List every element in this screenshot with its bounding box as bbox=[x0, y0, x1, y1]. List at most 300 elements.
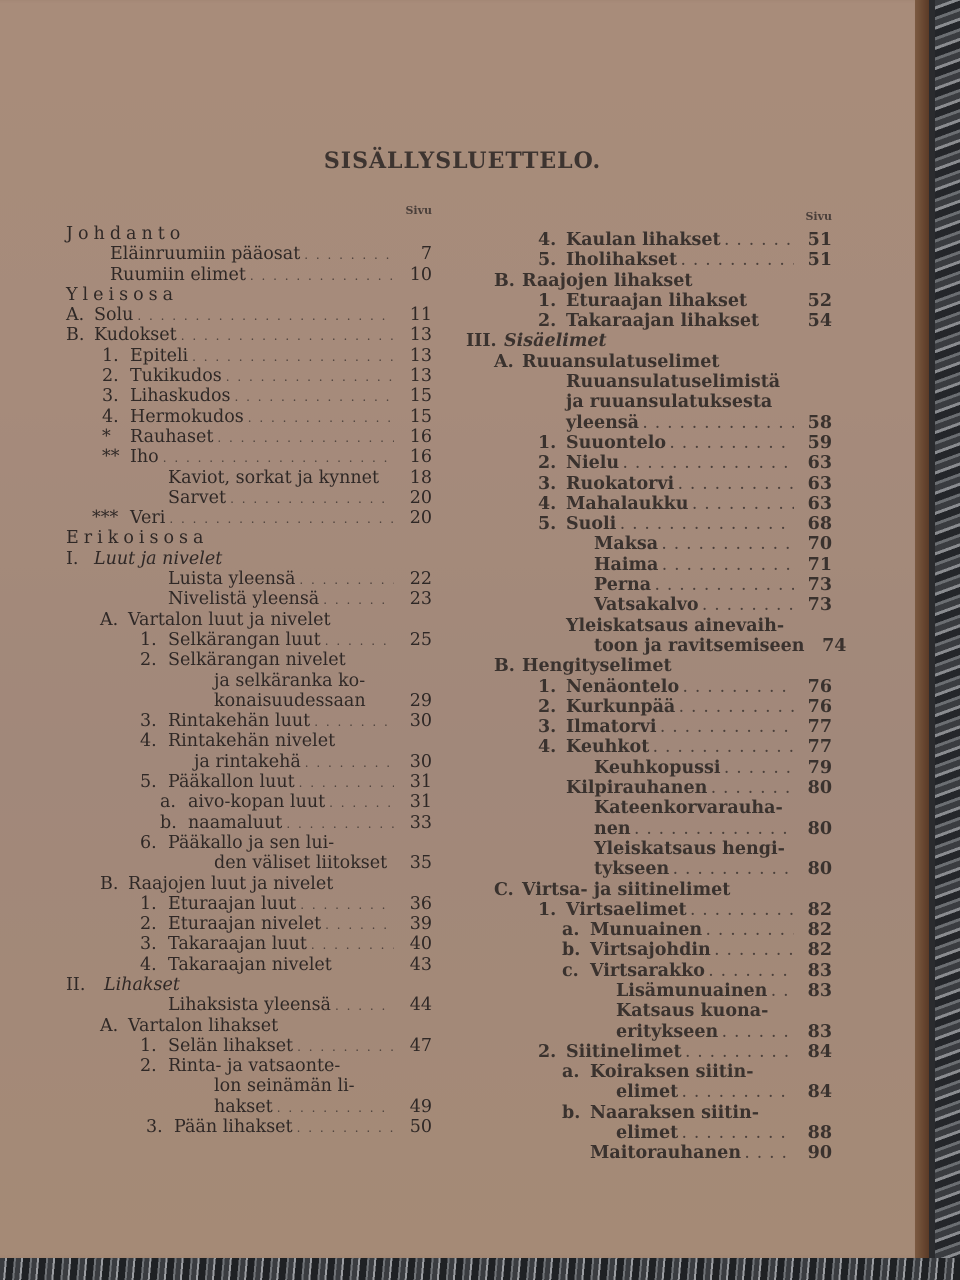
toc-entry-label: Selkärangan luut bbox=[168, 629, 321, 650]
toc-entry-label: Virtsa- ja siitinelimet bbox=[522, 879, 731, 900]
dot-leader bbox=[623, 454, 794, 474]
dot-leader bbox=[653, 738, 794, 758]
toc-entry-marker: 3. bbox=[538, 717, 557, 738]
toc-entry-marker: 3. bbox=[140, 711, 157, 732]
dot-leader bbox=[169, 509, 394, 529]
toc-entry-label: Yleiskatsaus ainevaih- bbox=[566, 615, 785, 636]
toc-entry bbox=[466, 250, 832, 270]
toc-entry-label: Ruuansulatuselimet bbox=[522, 351, 720, 372]
dot-leader bbox=[662, 556, 794, 576]
toc-entry-marker: 4. bbox=[102, 406, 119, 427]
toc-entry bbox=[466, 656, 832, 676]
dot-leader bbox=[311, 935, 394, 955]
toc-entry-marker: 1. bbox=[140, 1035, 157, 1056]
dot-leader bbox=[297, 1118, 394, 1138]
dot-leader bbox=[305, 753, 394, 773]
toc-entry-label: Suuontelo bbox=[566, 432, 667, 453]
toc-entry-page-number: 82 bbox=[807, 920, 832, 941]
toc-entry-page-number: 15 bbox=[409, 406, 432, 427]
toc-entry bbox=[66, 366, 432, 386]
toc-entry-label: Naaraksen siitin- bbox=[590, 1102, 760, 1123]
toc-entry-label: Ruokatorvi bbox=[566, 473, 675, 494]
dot-leader bbox=[725, 231, 794, 251]
toc-entry bbox=[66, 610, 432, 630]
toc-entry bbox=[466, 291, 832, 311]
toc-entry-label: ja selkäranka ko- bbox=[214, 670, 366, 691]
toc-entry-label: Virtsajohdin bbox=[590, 940, 711, 961]
toc-entry-page-number: 90 bbox=[807, 1143, 832, 1164]
toc-entry-marker: 5. bbox=[538, 514, 557, 535]
toc-entry bbox=[66, 468, 432, 488]
dot-leader bbox=[335, 996, 394, 1016]
toc-entry-page-number: 84 bbox=[807, 1082, 832, 1103]
toc-entry-label: Eturaajan luut bbox=[168, 893, 297, 914]
toc-entry-label: Keuhkot bbox=[566, 737, 650, 758]
toc-entry bbox=[466, 372, 832, 392]
toc-entry-label: Ilmatorvi bbox=[566, 717, 657, 738]
toc-entry-page-number: 20 bbox=[409, 508, 432, 529]
dot-leader bbox=[217, 428, 394, 448]
toc-entry bbox=[66, 934, 432, 954]
toc-entry-page-number: 83 bbox=[807, 960, 832, 981]
dot-leader bbox=[691, 901, 794, 921]
toc-entry-marker: 3. bbox=[140, 934, 157, 955]
toc-entry bbox=[66, 265, 432, 285]
toc-entry-page-number: 7 bbox=[420, 244, 432, 265]
toc-entry-page-number: 44 bbox=[409, 995, 432, 1016]
toc-entry bbox=[466, 1143, 832, 1163]
toc-entry bbox=[466, 453, 832, 473]
toc-entry-label: Lihaksista yleensä bbox=[168, 995, 331, 1016]
toc-entry-page-number: 35 bbox=[409, 853, 432, 874]
toc-entry-page-number: 29 bbox=[409, 690, 432, 711]
dot-leader bbox=[655, 576, 794, 596]
toc-entry-page-number: 84 bbox=[807, 1041, 832, 1062]
toc-entry bbox=[466, 778, 832, 798]
toc-entry bbox=[66, 1117, 432, 1137]
dot-leader bbox=[662, 535, 794, 555]
toc-entry-label: Virtsaelimet bbox=[566, 899, 687, 920]
dot-leader bbox=[722, 1023, 794, 1043]
toc-entry-label: Ruuansulatuselimistä bbox=[566, 372, 781, 393]
toc-entry-page-number: 40 bbox=[409, 934, 432, 955]
toc-entry-label: konaisuudessaan bbox=[214, 690, 366, 711]
dot-leader bbox=[181, 326, 394, 346]
toc-entry-marker: 2. bbox=[538, 453, 557, 474]
dot-leader bbox=[235, 387, 395, 407]
toc-entry-marker: 2. bbox=[140, 1056, 157, 1077]
toc-entry-marker: b. bbox=[160, 812, 177, 833]
toc-entry bbox=[66, 955, 432, 975]
toc-entry-marker: * bbox=[102, 426, 111, 447]
toc-entry-label: Raajojen luut ja nivelet bbox=[128, 873, 334, 894]
toc-entry-marker: a. bbox=[160, 792, 176, 813]
toc-entry bbox=[466, 534, 832, 554]
toc-entry-label: lon seinämän li- bbox=[214, 1076, 355, 1097]
toc-entry-page-number: 20 bbox=[409, 487, 432, 508]
dot-leader bbox=[248, 408, 394, 428]
toc-entry-page-number: 13 bbox=[409, 345, 432, 366]
toc-entry bbox=[466, 494, 832, 514]
toc-entry-marker: 3. bbox=[146, 1117, 163, 1138]
toc-entry-page-number: 77 bbox=[807, 717, 832, 738]
toc-entry-label: Keuhkopussi bbox=[594, 757, 721, 778]
toc-entry bbox=[66, 691, 432, 711]
toc-entry-label: Kurkunpää bbox=[566, 696, 676, 717]
toc-entry bbox=[66, 447, 432, 467]
page-column-header: Sivu bbox=[405, 204, 432, 217]
toc-entry-marker: A. bbox=[66, 305, 85, 326]
toc-entry-page-number: 88 bbox=[807, 1123, 832, 1144]
toc-entry bbox=[466, 798, 832, 818]
toc-entry-label: Yleiskatsaus hengi- bbox=[594, 838, 785, 859]
toc-entry-label: Maksa bbox=[594, 534, 659, 555]
toc-entry bbox=[66, 569, 432, 589]
page-title: SISÄLLYSLUETTELO. bbox=[323, 148, 602, 174]
toc-entry-marker: A. bbox=[100, 1015, 119, 1036]
toc-entry bbox=[66, 630, 432, 650]
toc-entry-label: Haima bbox=[594, 554, 659, 575]
toc-entry-marker: 1. bbox=[538, 290, 557, 311]
page-edge bbox=[915, 0, 929, 1258]
toc-entry-marker: c. bbox=[562, 960, 579, 981]
dot-leader bbox=[745, 1144, 794, 1164]
toc-entry-page-number: 10 bbox=[409, 264, 432, 285]
toc-entry bbox=[466, 981, 832, 1001]
toc-entry bbox=[466, 900, 832, 920]
toc-entry-label: Selkärangan nivelet bbox=[168, 650, 346, 671]
toc-entry-label: Nivelistä yleensä bbox=[168, 589, 320, 610]
toc-entry-label: Tukikudos bbox=[130, 366, 222, 387]
toc-entry bbox=[66, 488, 432, 508]
toc-entry-page-number: 70 bbox=[807, 534, 832, 555]
toc-entry-label: Pään lihakset bbox=[174, 1117, 293, 1138]
toc-entry-label: Lihaskudos bbox=[130, 386, 231, 407]
toc-entry-label: toon ja ravitsemiseen bbox=[594, 635, 805, 656]
toc-entry-page-number: 18 bbox=[409, 467, 432, 488]
toc-entry bbox=[66, 244, 432, 264]
toc-column-left bbox=[66, 204, 432, 1137]
dot-leader bbox=[329, 793, 394, 813]
toc-entry-marker: B. bbox=[494, 270, 515, 291]
toc-entry-page-number: 83 bbox=[807, 1021, 832, 1042]
toc-entry-label: Kaulan lihakset bbox=[566, 230, 721, 250]
toc-entry bbox=[466, 677, 832, 697]
toc-entry-page-number: 76 bbox=[807, 696, 832, 717]
toc-entry-page-number: 31 bbox=[409, 792, 432, 813]
toc-entry-label: Pääkallo ja sen lui- bbox=[168, 832, 335, 853]
toc-entry-label: Nenäontelo bbox=[566, 676, 680, 697]
toc-entry-marker: 4. bbox=[140, 731, 157, 752]
toc-entry bbox=[66, 650, 432, 670]
toc-entry bbox=[466, 433, 832, 453]
dot-leader bbox=[771, 982, 794, 1002]
toc-entry-marker: B. bbox=[494, 656, 515, 677]
toc-entry-label: naamaluut bbox=[188, 812, 283, 833]
toc-entry-page-number: 79 bbox=[807, 757, 832, 778]
toc-entry-label: Takaraajan nivelet bbox=[168, 954, 332, 975]
toc-entry-marker: b. bbox=[562, 940, 581, 961]
toc-entry bbox=[66, 772, 432, 792]
toc-entry bbox=[66, 1056, 432, 1076]
toc-entry-page-number: 77 bbox=[807, 737, 832, 758]
toc-entry-page-number: 49 bbox=[409, 1096, 432, 1117]
toc-entry-label: Koiraksen siitin- bbox=[590, 1062, 754, 1083]
dot-leader bbox=[679, 698, 794, 718]
toc-entry-page-number: 22 bbox=[409, 569, 432, 590]
toc-entry bbox=[66, 508, 432, 528]
toc-entry-marker: 2. bbox=[538, 1041, 557, 1062]
dot-leader bbox=[660, 718, 794, 738]
toc-entry bbox=[466, 1001, 832, 1021]
toc-entry-marker: 2. bbox=[538, 311, 557, 332]
toc-entry-marker: B. bbox=[66, 325, 85, 346]
toc-entry bbox=[466, 331, 832, 351]
dot-leader bbox=[681, 251, 794, 271]
toc-entry bbox=[66, 224, 432, 244]
dot-leader bbox=[230, 489, 394, 509]
dot-leader bbox=[299, 773, 394, 793]
dot-leader bbox=[297, 1037, 394, 1057]
toc-entry bbox=[66, 305, 432, 325]
toc-entry-label: Erikoisosa bbox=[66, 528, 209, 549]
toc-entry-marker: 2. bbox=[538, 696, 557, 717]
toc-entry-label: Johdanto bbox=[66, 224, 186, 244]
toc-entry-marker: 1. bbox=[140, 893, 157, 914]
toc-entry-label: Kaviot, sorkat ja kynnet bbox=[168, 467, 380, 488]
dot-leader bbox=[323, 590, 394, 610]
dot-leader bbox=[643, 414, 794, 434]
dot-leader bbox=[706, 921, 794, 941]
toc-entry-page-number: 63 bbox=[807, 493, 832, 514]
toc-entry bbox=[66, 894, 432, 914]
toc-entry bbox=[66, 914, 432, 934]
toc-entry-label: Eturaajan nivelet bbox=[168, 914, 322, 935]
toc-entry-label: Perna bbox=[594, 575, 652, 596]
toc-entry-marker: 5. bbox=[140, 772, 157, 793]
toc-entry-label: elimet bbox=[616, 1082, 679, 1103]
toc-entry bbox=[466, 717, 832, 737]
toc-entry-marker: 3. bbox=[102, 386, 119, 407]
toc-entry-label: Kudokset bbox=[94, 325, 177, 346]
toc-entry bbox=[66, 792, 432, 812]
page-column-header: Sivu bbox=[805, 210, 832, 223]
toc-entry-label: Yleisosa bbox=[66, 284, 179, 305]
toc-entry bbox=[466, 413, 832, 433]
toc-entry-label: Pääkallon luut bbox=[168, 772, 295, 793]
toc-entry-page-number: 82 bbox=[807, 899, 832, 920]
toc-entry bbox=[66, 528, 432, 548]
toc-entry bbox=[466, 961, 832, 981]
dot-leader bbox=[715, 941, 794, 961]
toc-entry-label: Virtsarakko bbox=[590, 960, 705, 981]
toc-entry bbox=[66, 975, 432, 995]
toc-entry-label: Iholihakset bbox=[566, 250, 678, 271]
toc-entry bbox=[466, 940, 832, 960]
toc-entry bbox=[466, 1123, 832, 1143]
toc-entry-label: Luista yleensä bbox=[168, 569, 296, 590]
dot-leader bbox=[635, 820, 794, 840]
toc-entry-label: Rintakehän luut bbox=[168, 711, 311, 732]
dot-leader bbox=[692, 495, 794, 515]
toc-entry bbox=[66, 1076, 432, 1096]
toc-entry bbox=[466, 271, 832, 291]
toc-entry-page-number: 47 bbox=[409, 1035, 432, 1056]
toc-entry bbox=[66, 285, 432, 305]
dot-leader bbox=[683, 678, 794, 698]
toc-entry bbox=[466, 311, 832, 331]
toc-entry bbox=[66, 1036, 432, 1056]
dot-leader bbox=[670, 434, 794, 454]
toc-entry-page-number: 13 bbox=[409, 366, 432, 387]
toc-entry-marker: 1. bbox=[140, 629, 157, 650]
toc-entry-page-number: 74 bbox=[822, 635, 847, 656]
toc-entry-label: Veri bbox=[130, 508, 166, 529]
toc-entry-marker: 1. bbox=[102, 345, 119, 366]
toc-entry-page-number: 82 bbox=[807, 940, 832, 961]
toc-entry-marker: 5. bbox=[538, 250, 557, 271]
toc-entry-page-number: 31 bbox=[409, 772, 432, 793]
toc-entry bbox=[66, 589, 432, 609]
toc-entry-label: hakset bbox=[214, 1096, 273, 1117]
toc-entry-marker: A. bbox=[100, 609, 119, 630]
toc-entry-label: Solu bbox=[94, 305, 134, 326]
toc-entry-marker: 1. bbox=[538, 676, 557, 697]
toc-entry-page-number: 51 bbox=[807, 250, 832, 271]
toc-entry-label: Suoli bbox=[566, 514, 617, 535]
toc-entry-page-number: 80 bbox=[807, 818, 832, 839]
toc-entry-marker: 4. bbox=[140, 954, 157, 975]
dot-leader bbox=[250, 266, 394, 286]
toc-entry-label: Ruumiin elimet bbox=[110, 264, 246, 285]
toc-entry-label: Sarvet bbox=[168, 487, 227, 508]
toc-entry-label: nen bbox=[594, 818, 631, 839]
toc-entry-marker: B. bbox=[100, 873, 119, 894]
toc-entry bbox=[466, 575, 832, 595]
toc-entry bbox=[66, 995, 432, 1015]
toc-entry-label: Rauhaset bbox=[130, 426, 214, 447]
toc-entry-label: ja ruuansulatuksesta bbox=[566, 392, 773, 413]
dot-leader bbox=[300, 895, 394, 915]
toc-entry-page-number: 76 bbox=[807, 676, 832, 697]
toc-entry-page-number: 30 bbox=[409, 711, 432, 732]
dot-leader bbox=[711, 779, 794, 799]
toc-entry-label: Eturaajan lihakset bbox=[566, 290, 748, 311]
toc-entry-page-number: 52 bbox=[807, 290, 832, 311]
dot-leader bbox=[709, 962, 794, 982]
toc-entry-page-number: 58 bbox=[807, 412, 832, 433]
toc-entry bbox=[66, 386, 432, 406]
toc-entry-marker: 2. bbox=[140, 650, 157, 671]
toc-entry-page-number: 83 bbox=[807, 980, 832, 1001]
toc-entry-label: den väliset liitokset bbox=[214, 853, 388, 874]
dot-leader bbox=[678, 475, 794, 495]
toc-entry bbox=[466, 392, 832, 412]
toc-entry bbox=[466, 737, 832, 757]
toc-entry bbox=[66, 671, 432, 691]
toc-entry-label: Eläinruumiin pääosat bbox=[110, 244, 301, 265]
dot-leader bbox=[192, 347, 394, 367]
toc-entry bbox=[466, 230, 832, 250]
toc-entry-page-number: 30 bbox=[409, 751, 432, 772]
toc-entry-page-number: 63 bbox=[807, 473, 832, 494]
toc-entry bbox=[466, 352, 832, 372]
toc-entry bbox=[66, 325, 432, 345]
toc-entry-page-number: 54 bbox=[807, 311, 832, 332]
toc-entry bbox=[66, 853, 432, 873]
toc-entry bbox=[66, 833, 432, 853]
toc-entry-page-number: 16 bbox=[409, 426, 432, 447]
toc-entry-label: elimet bbox=[616, 1123, 679, 1144]
toc-entry bbox=[466, 635, 847, 656]
toc-entry-page-number: 13 bbox=[409, 325, 432, 346]
toc-entry-page-number: 68 bbox=[807, 514, 832, 535]
toc-entry-label: yleensä bbox=[566, 412, 639, 433]
toc-entry bbox=[466, 616, 832, 636]
toc-entry-label: Iho bbox=[130, 447, 159, 468]
toc-entry bbox=[466, 555, 832, 575]
toc-entry-page-number: 25 bbox=[409, 629, 432, 650]
toc-entry-page-number: 71 bbox=[807, 554, 832, 575]
toc-entry-page-number: 51 bbox=[807, 230, 832, 250]
toc-entry-marker: b. bbox=[562, 1102, 581, 1123]
toc-entry bbox=[466, 839, 832, 859]
background-carpet-bottom bbox=[0, 1258, 960, 1280]
toc-entry bbox=[466, 474, 832, 494]
dot-leader bbox=[226, 367, 394, 387]
toc-entry-page-number: 23 bbox=[409, 589, 432, 610]
toc-entry-page-number: 36 bbox=[409, 893, 432, 914]
toc-entry-label: Selän lihakset bbox=[168, 1035, 294, 1056]
toc-entry-label: Hengityselimet bbox=[522, 656, 672, 677]
toc-entry-marker: 4. bbox=[538, 230, 557, 250]
toc-entry bbox=[466, 1103, 832, 1123]
toc-entry-page-number: 73 bbox=[807, 595, 832, 616]
toc-entry-label: Epiteli bbox=[130, 345, 189, 366]
toc-entry bbox=[466, 859, 832, 879]
toc-column-right bbox=[466, 210, 847, 1164]
toc-entry-page-number: 43 bbox=[409, 954, 432, 975]
toc-entry-marker: *** bbox=[92, 508, 119, 529]
toc-entry bbox=[466, 595, 832, 615]
toc-entry bbox=[466, 1042, 832, 1062]
toc-entry-label: Lisämunuainen bbox=[616, 980, 768, 1001]
dot-leader bbox=[325, 915, 394, 935]
toc-entry-page-number: 50 bbox=[409, 1117, 432, 1138]
toc-entry-label: Rinta- ja vatsaonte- bbox=[168, 1056, 341, 1077]
toc-entry-label: Hermokudos bbox=[130, 406, 244, 427]
toc-entry-label: Munuainen bbox=[590, 920, 703, 941]
dot-leader bbox=[163, 448, 394, 468]
toc-entry-label: Sisäelimet bbox=[504, 331, 607, 352]
toc-entry bbox=[66, 813, 432, 833]
toc-entry-label: aivo-kopan luut bbox=[188, 792, 326, 813]
toc-entry-marker: a. bbox=[562, 920, 580, 941]
toc-entry-label: Kilpirauhanen bbox=[566, 778, 708, 799]
dot-leader bbox=[686, 1043, 794, 1063]
dot-leader bbox=[137, 306, 394, 326]
dot-leader bbox=[304, 245, 394, 265]
dot-leader bbox=[725, 759, 794, 779]
toc-entry-marker: C. bbox=[494, 879, 514, 900]
toc-entry bbox=[466, 1082, 832, 1102]
toc-entry bbox=[66, 407, 432, 427]
toc-entry-label: Takaraajan luut bbox=[168, 934, 307, 955]
dot-leader bbox=[299, 570, 394, 590]
toc-entry-marker: 4. bbox=[538, 493, 557, 514]
toc-entry-label: Kateenkorvarauha- bbox=[594, 798, 783, 819]
toc-entry bbox=[466, 880, 832, 900]
